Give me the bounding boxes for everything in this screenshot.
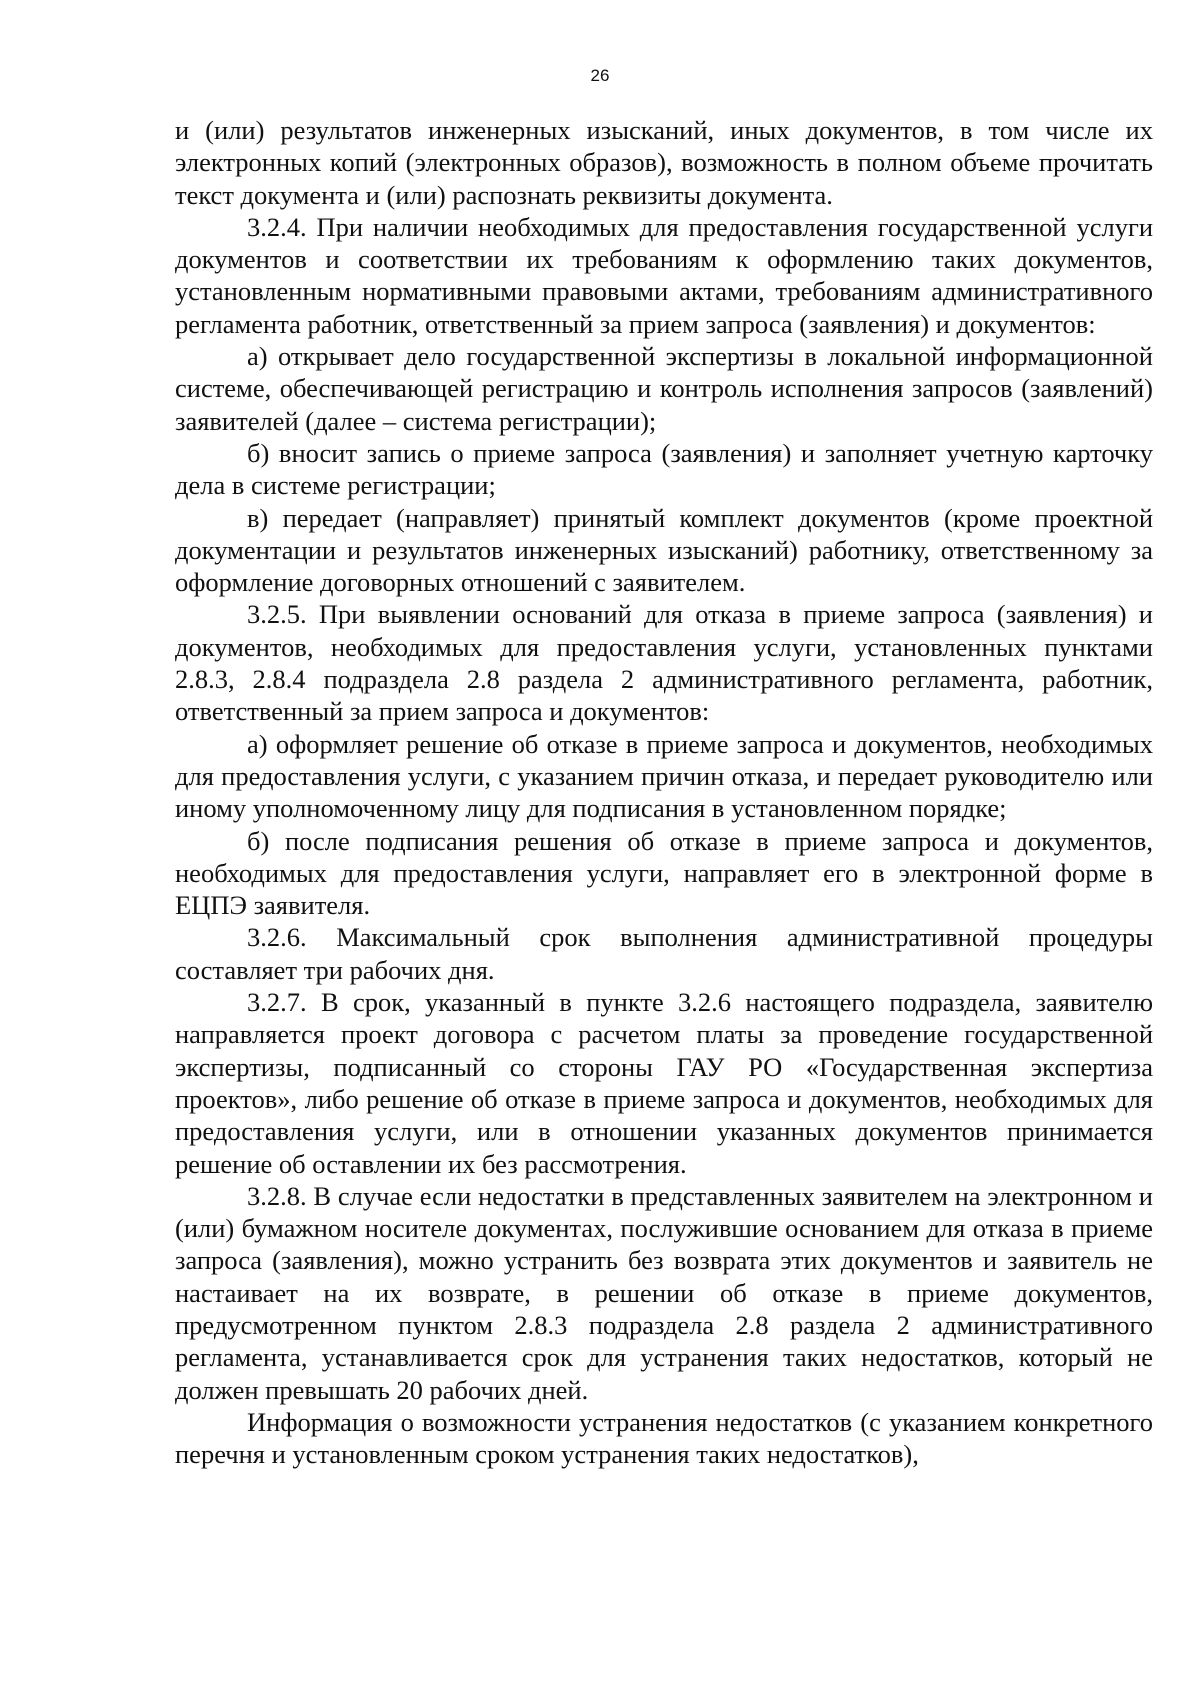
paragraph-3-2-5: 3.2.5. При выявлении оснований для отказа в приеме запроса (заявления) и документов, необходимых для предоставления услуги, установленных пунктами 2.8.3, 2.8.4 подраздела 2.8 раздела 2 административного регламента, работник, ответственный за прием запроса и документов: [175,599,1153,727]
paragraph-3-2-4: 3.2.4. При наличии необходимых для предоставления государственной услуги документов и соответствии их требованиям к оформлению таких документов, установленным нормативными правовыми актами, требованиям административного регламента работник, ответственный за прием запроса (заявления) и документов: [175,211,1153,339]
paragraph-information: Информация о возможности устранения недостатков (с указанием конкретного перечня и установленным сроком устранения таких недостатков), [175,1406,1153,1470]
paragraph-3-2-7: 3.2.7. В срок, указанный в пункте 3.2.6 настоящего подраздела, заявителю направляется проект договора с расчетом платы за проведение государственной экспертизы, подписанный со стороны ГАУ РО «Государственная экспертиза проектов», либо решение об отказе в приеме запроса и документов, необходимых для предоставления услуги, или в отношении указанных документов принимается решение об оставлении их без рассмотрения. [175,987,1153,1179]
body-text [175,114,1153,1470]
paragraph-item-a: а) открывает дело государственной экспертизы в локальной информационной системе, обеспечивающей регистрацию и контроль исполнения запросов (заявлений) заявителей (далее – система регистрации); [175,341,1153,436]
paragraph-item-v: в) передает (направляет) принятый комплект документов (кроме проектной документации и результатов инженерных изысканий) работнику, ответственному за оформление договорных отношений с заявителем. [175,502,1153,598]
paragraph-3-2-8: 3.2.8. В случае если недостатки в представленных заявителем на электронном и (или) бумажном носителе документах, послужившие основанием для отказа в приеме запроса (заявления), можно устранить без возврата этих документов и заявитель не настаивает на их возврате, в решении об отказе в приеме документов, предусмотренном пунктом 2.8.3 подраздела 2.8 раздела 2 административного регламента, устанавливается срок для устранения таких недостатков, который не должен превышать 20 рабочих дней. [175,1180,1153,1405]
paragraph-item-b-2: б) после подписания решения об отказе в приеме запроса и документов, необходимых для предоставления услуги, направляет его в электронной форме в ЕЦПЭ заявителя. [175,825,1153,921]
paragraph-item-b: б) вносит запись о приеме запроса (заявления) и заполняет учетную карточку дела в системе регистрации; [175,437,1153,501]
page-number: 26 [590,66,610,85]
paragraph-continuation: и (или) результатов инженерных изысканий, иных документов, в том числе их электронных копий (электронных образов), возможность в полном объеме прочитать текст документа и (или) распознать реквизиты документа. [175,115,1153,210]
paragraph-item-a-2: а) оформляет решение об отказе в приеме запроса и документов, необходимых для предоставления услуги, с указанием причин отказа, и передает руководителю или иному уполномоченному лицу для подписания в установленном порядке; [175,728,1153,824]
paragraph-3-2-6: 3.2.6. Максимальный срок выполнения административной процедуры составляет три рабочих дня. [175,922,1153,985]
